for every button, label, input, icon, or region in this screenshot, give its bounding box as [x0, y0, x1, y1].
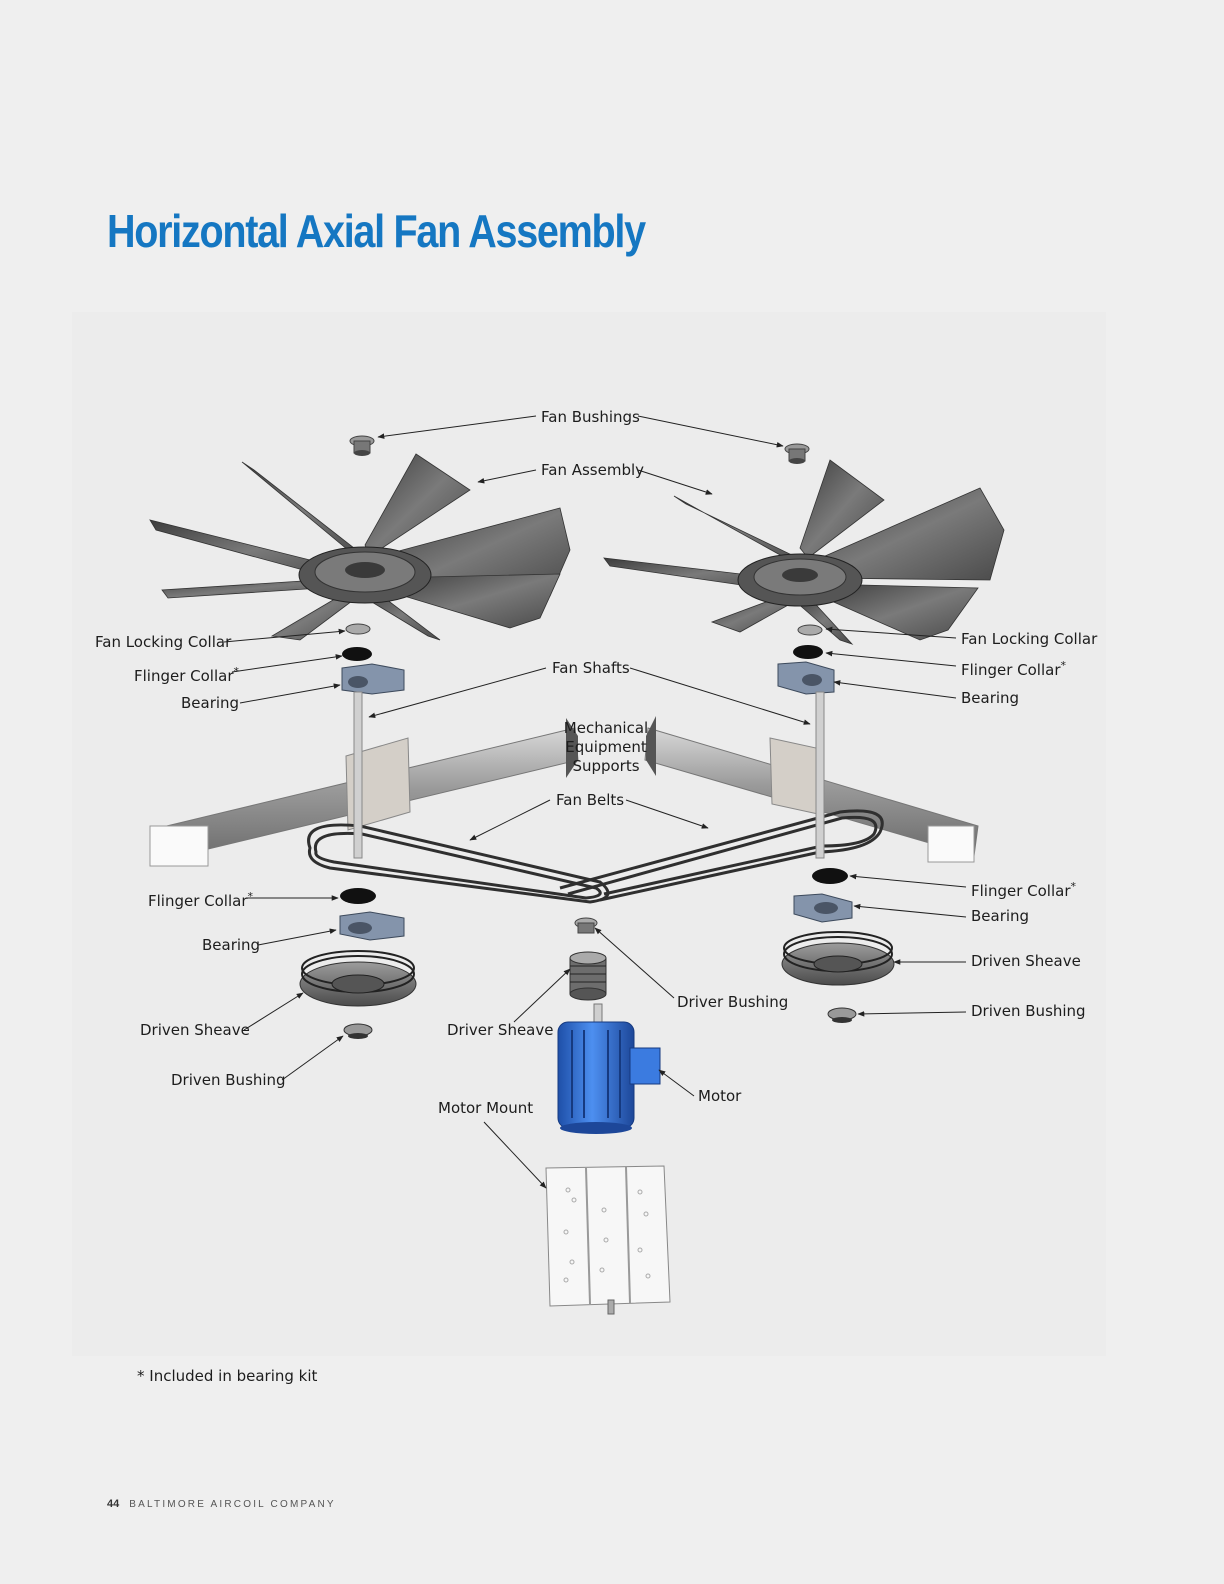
page-title: Horizontal Axial Fan Assembly [107, 205, 645, 257]
label-driven-bushing-left: Driven Bushing [171, 1071, 286, 1089]
page-footer [107, 1498, 336, 1510]
label-fan-bushings: Fan Bushings [541, 408, 640, 426]
fan-belts [309, 811, 883, 902]
label-bearing-lower-left: Bearing [202, 936, 261, 954]
label-driver-sheave: Driver Sheave [447, 1021, 554, 1039]
label-mechanical-equipment-supports: Mechanical Equipment Supports [563, 719, 649, 775]
left-fan-assembly [150, 454, 570, 640]
label-flinger-collar-lower-left: Flinger Collar* [148, 890, 253, 910]
left-lower-stack [300, 888, 416, 1039]
label-flinger-collar-lower-right: Flinger Collar* [971, 880, 1076, 900]
label-bearing-upper-left: Bearing [181, 694, 240, 712]
label-driven-sheave-right: Driven Sheave [971, 952, 1081, 970]
label-flinger-collar-upper-right: Flinger Collar* [961, 659, 1066, 679]
label-bearing-lower-right: Bearing [971, 907, 1030, 925]
label-flinger-collar-upper-left: Flinger Collar* [134, 665, 239, 685]
label-motor-mount: Motor Mount [438, 1099, 534, 1117]
motor-mount-part [546, 1166, 670, 1314]
fan-bushing-left [350, 436, 374, 456]
motor-part [558, 1004, 660, 1134]
right-lower-stack [782, 868, 894, 1023]
label-fan-shafts: Fan Shafts [552, 659, 630, 677]
label-fan-locking-collar-left: Fan Locking Collar [95, 633, 232, 651]
label-fan-belts: Fan Belts [556, 791, 625, 809]
driver-sheave-part [570, 952, 606, 1000]
label-driven-bushing-right: Driven Bushing [971, 1002, 1086, 1020]
right-fan-assembly [604, 460, 1004, 644]
company-name: BALTIMORE AIRCOIL COMPANY [129, 1499, 336, 1510]
label-fan-assembly: Fan Assembly [541, 461, 645, 479]
label-driver-bushing: Driver Bushing [677, 993, 789, 1011]
page-number: 44 [107, 1498, 120, 1510]
driver-bushing-part [575, 918, 597, 933]
label-driven-sheave-left: Driven Sheave [140, 1021, 250, 1039]
label-bearing-upper-right: Bearing [961, 689, 1020, 707]
fan-bushing-right [785, 444, 809, 464]
footnote: * Included in bearing kit [137, 1367, 318, 1385]
label-fan-locking-collar-right: Fan Locking Collar [961, 630, 1098, 648]
label-motor: Motor [698, 1087, 742, 1105]
